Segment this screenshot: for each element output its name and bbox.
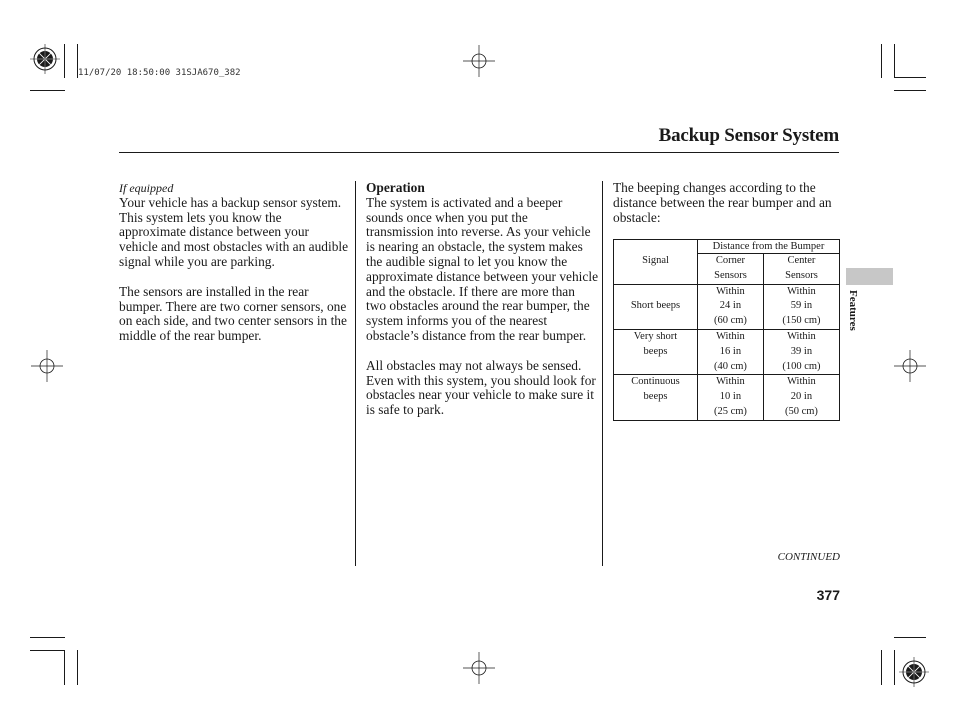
corner-distance-cell: Within 24 in (60 cm) (698, 284, 764, 329)
center-distance-cell: Within 59 in (150 cm) (763, 284, 839, 329)
operation-heading: Operation (366, 180, 425, 195)
operation-paragraph: The system is activated and a beeper sounds once when you put the transmission into reverse. As your vehicle is nearing an obstacle, the system makes the audible signal to let you know the approximate distance between your vehicle and the obstacle. If there are more than two obstacles around the rear bumper, the system informs you of the nearest obstacle’s distance from the rear bumper. (366, 194, 599, 343)
caution-paragraph: All obstacles may not always be sensed. Even with this system, you should look for obstacles near your vehicle to make sure it is safe to park. (366, 357, 596, 418)
signal-cell: Continuous beeps (614, 375, 698, 420)
section-tab (846, 268, 893, 285)
column-divider (602, 181, 603, 566)
if-equipped-note: If equipped (119, 181, 174, 195)
sensor-location-paragraph: The sensors are installed in the rear bumper. There are two corner sensors, one on each side, and two center sensors in the middle of the rear bumper. (119, 283, 347, 344)
column-operation (366, 181, 598, 418)
table-row (614, 375, 840, 420)
section-tab-label: Features (847, 290, 859, 331)
continued-label: CONTINUED (777, 551, 840, 563)
center-sensors-header: Center Sensors (763, 254, 839, 285)
beeping-intro: The beeping changes according to the distance between the rear bumper and an obstacle: (613, 180, 832, 225)
table-row (614, 284, 840, 329)
column-beeping (613, 181, 839, 225)
signal-header: Signal (614, 240, 698, 285)
corner-sensors-header: Corner Sensors (698, 254, 764, 285)
crosshair-icon (463, 652, 495, 684)
crosshair-icon (31, 350, 63, 382)
crosshair-icon (894, 350, 926, 382)
registration-target-icon (30, 44, 60, 74)
corner-distance-cell: Within 16 in (40 cm) (698, 329, 764, 374)
column-intro (119, 181, 349, 344)
page-number: 377 (816, 587, 840, 603)
crosshair-icon (463, 45, 495, 77)
center-distance-cell: Within 39 in (100 cm) (763, 329, 839, 374)
sensor-distance-table (613, 239, 840, 421)
distance-header: Distance from the Bumper (698, 240, 840, 254)
corner-distance-cell: Within 10 in (25 cm) (698, 375, 764, 420)
print-stamp: 11/07/20 18:50:00 31SJA670_382 (78, 68, 241, 78)
registration-target-icon (899, 657, 929, 687)
center-distance-cell: Within 20 in (50 cm) (763, 375, 839, 420)
column-divider (355, 181, 356, 566)
signal-cell: Short beeps (614, 284, 698, 329)
header-rule (119, 152, 839, 153)
intro-paragraph: Your vehicle has a backup sensor system. This system lets you know the approximate distance between your vehicle and most obstacles with an audible signal while you are parking. (119, 194, 349, 269)
signal-cell: Very short beeps (614, 329, 698, 374)
page-title: Backup Sensor System (658, 125, 839, 146)
table-row (614, 329, 840, 374)
